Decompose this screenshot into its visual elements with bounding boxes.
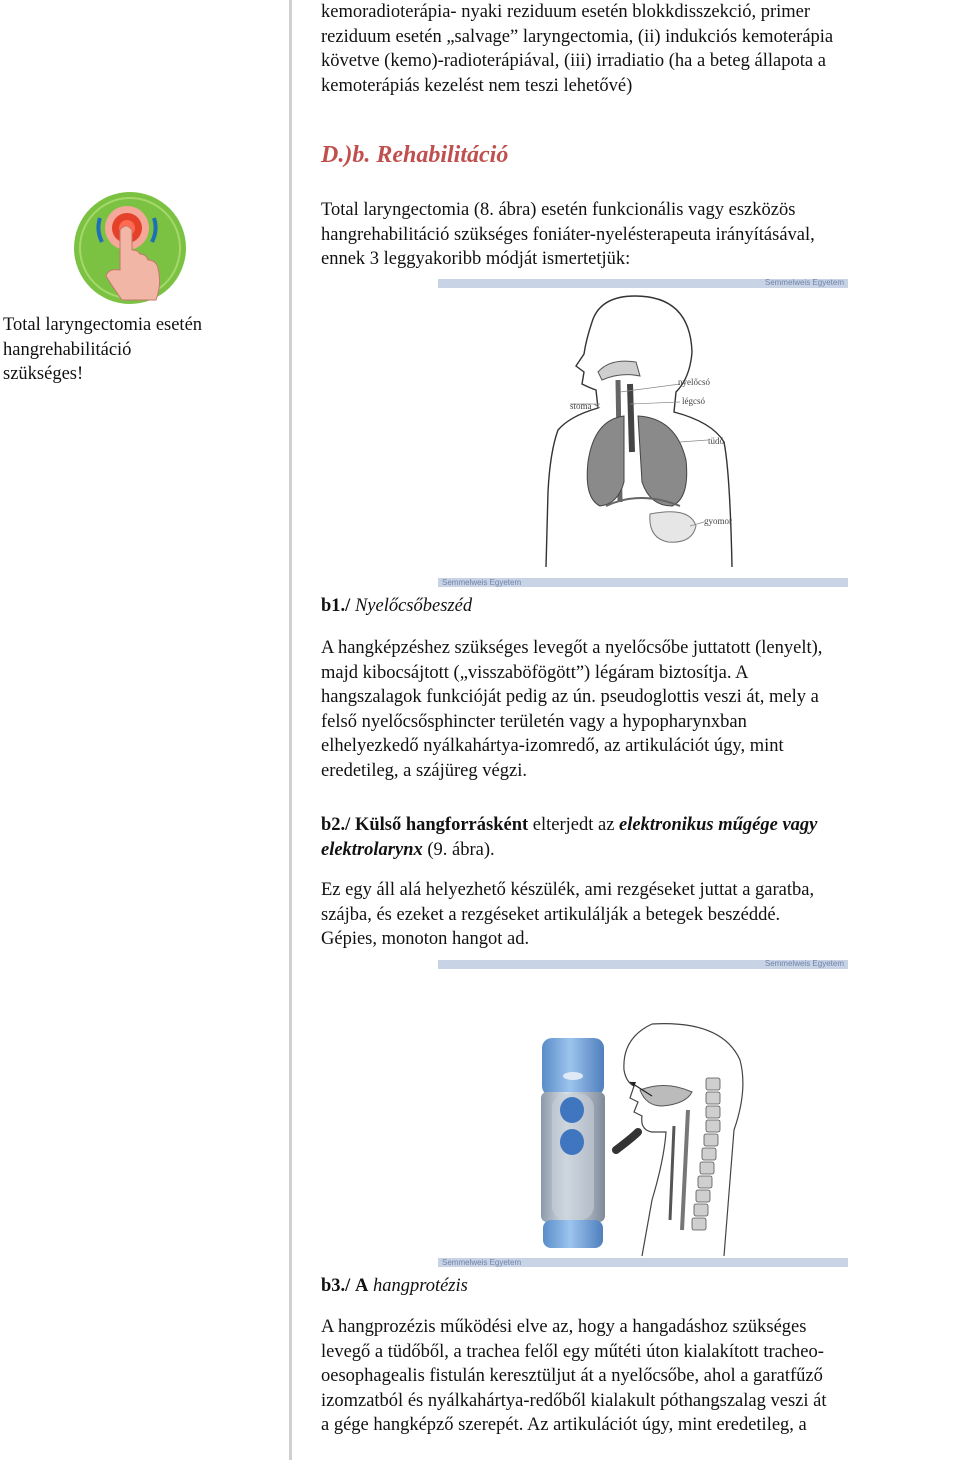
section-heading: D.)b. Rehabilitáció [321, 142, 509, 168]
b1-title: Nyelőcsőbeszéd [354, 596, 473, 616]
section-intro [321, 198, 951, 272]
b3-heading [321, 1274, 951, 1299]
intro-line: kemoradioterápia- nyaki reziduum esetén blokkdisszekció, primer [321, 2, 811, 22]
label-nyelocso: nyelőcsó [678, 377, 710, 387]
b2-number: b2./ [321, 815, 351, 835]
watermark-bar [438, 1258, 848, 1267]
b3-title: hangprotézis [372, 1276, 468, 1296]
b3-paragraph [321, 1315, 951, 1438]
hand-press-button-icon [72, 190, 188, 306]
figure-9-electrolarynx-device [538, 1036, 610, 1252]
section-intro-line: Total laryngectomia (8. ábra) esetén funkcionális vagy eszközös [321, 200, 796, 220]
b3-article: A [354, 1276, 369, 1296]
b1-line: felső nyelőcsősphincter területén vagy a hypopharynxban [321, 711, 747, 732]
b1-paragraph [321, 636, 951, 783]
section-intro-line: hangrehabilitáció szükséges foniáter-nyelésterapeuta irányításával, [321, 224, 815, 245]
label-tudo: tüdó [708, 436, 725, 446]
b1-line: A hangképzéshez szükséges levegőt a nyelőcsőbe juttatott (lenyelt), [321, 638, 823, 658]
sidebar-note-line: hangrehabilitáció [3, 339, 132, 360]
b2-line: Ez egy áll alá helyezhető készülék, ami rezgéseket juttat a garatba, [321, 880, 815, 900]
watermark-text: Semmelweis Egyetem [442, 1258, 522, 1267]
b1-line: elhelyezkedő nyálkahártya-izomredő, az artikulációt úgy, mint [321, 736, 784, 756]
label-legcso: légcsó [682, 396, 705, 406]
b2-bold-text: Külső hangforrásként [354, 815, 529, 835]
intro-line: követve (kemo)-radioterápiával, (iii) irradiatio (ha a beteg állapota a [321, 51, 826, 71]
b2-italic-text: elektronikus műgége vagy [619, 815, 818, 835]
b3-line: izomzatból és nyálkahártya-redőből kialakult póthangszalag veszi át [321, 1390, 827, 1411]
b2-heading [321, 813, 951, 862]
label-gyomor: gyomor [704, 516, 732, 526]
intro-line: reziduum esetén „salvage” laryngectomia, (ii) indukciós kemoterápia [321, 26, 834, 47]
section-intro-line: ennek 3 leggyakoribb módját ismertetjük: [321, 249, 631, 269]
b1-line: majd kibocsájtott („visszaböfögött”) légáram biztosítja. A [321, 662, 749, 683]
b2-line: szájba, és ezeket a rezgéseket artikulálják a betegek beszéddé. [321, 904, 781, 925]
b2-plain-text: elterjedt az [528, 815, 620, 835]
watermark-bar [438, 960, 848, 969]
b3-line: A hangprozézis működési elve az, hogy a hangadáshoz szükséges [321, 1317, 807, 1337]
watermark-bar [438, 578, 848, 587]
b2-italic-text: elektrolarynx [321, 839, 423, 860]
b1-line: hangszalagok funkcióját pedig az ún. pseudoglottis veszi át, mely a [321, 687, 819, 707]
figure-9-head-illustration [612, 1020, 752, 1260]
b2-paragraph [321, 878, 951, 952]
b3-line: levegő a tüdőből, a trachea felől egy műtéti úton kialakított tracheo- [321, 1341, 824, 1362]
b3-line: oesophagealis fistulán keresztüljut át a nyelőcsőbe, ahol a garatfűző [321, 1366, 823, 1386]
intro-line: kemoterápiás kezelést nem teszi lehetővé) [321, 75, 633, 96]
intro-paragraph [321, 0, 951, 98]
b3-line: a gége hangképző szerepét. Az artikulációt úgy, mint eredetileg, a [321, 1415, 807, 1435]
b1-number: b1./ [321, 596, 351, 616]
b1-line: eredetileg, a szájüreg végzi. [321, 760, 527, 781]
b1-heading [321, 594, 951, 619]
sidebar-note [3, 313, 283, 387]
watermark-text: Semmelweis Egyetem [764, 278, 844, 287]
label-stoma: stoma [570, 401, 592, 411]
watermark-text: Semmelweis Egyetem [764, 959, 844, 968]
b3-number: b3./ [321, 1276, 351, 1296]
sidebar-note-line: Total laryngectomia esetén [3, 315, 203, 335]
b2-line: Gépies, monoton hangot ad. [321, 929, 530, 949]
sidebar-note-line: szükséges! [3, 364, 84, 384]
b2-tail-text: (9. ábra). [422, 839, 495, 860]
watermark-text: Semmelweis Egyetem [442, 578, 522, 587]
figure-8-anatomy [540, 292, 750, 572]
column-divider [289, 0, 292, 1460]
watermark-bar [438, 279, 848, 288]
